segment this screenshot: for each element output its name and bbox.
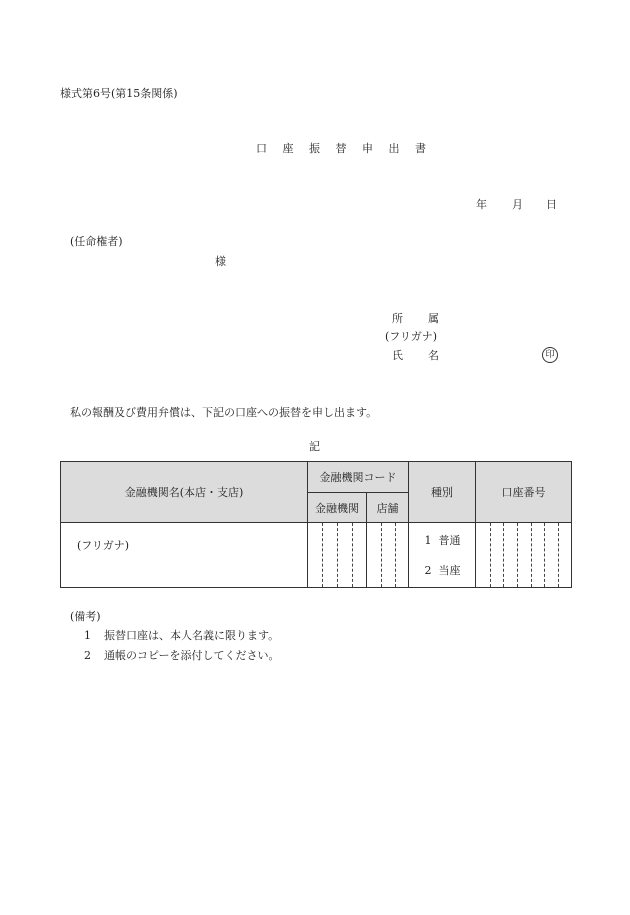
name-label-part2: 名 xyxy=(428,349,439,362)
affiliation-label-part2: 属 xyxy=(428,312,439,325)
account-type-cell[interactable] xyxy=(409,523,476,588)
bank-account-table xyxy=(60,461,572,588)
digit-divider xyxy=(337,523,338,587)
digit-divider xyxy=(558,523,559,587)
honorific-sama: 様 xyxy=(215,255,226,268)
name-label-part1: 氏 xyxy=(392,349,403,362)
digit-divider xyxy=(381,523,382,587)
account-type-checking[interactable]: 2 当座 xyxy=(424,564,461,577)
account-type-header: 種別 xyxy=(409,462,476,523)
note-item: 2 通帳のコピーを添付してください。 xyxy=(84,649,280,662)
digit-divider xyxy=(544,523,545,587)
digit-divider xyxy=(352,523,353,587)
bank-code-header: 金融機関コード xyxy=(308,462,409,493)
furigana-label: (フリガナ) xyxy=(385,330,438,343)
digit-divider xyxy=(322,523,323,587)
digit-divider xyxy=(503,523,504,587)
bank-name-header: 金融機関名(本店・支店) xyxy=(61,462,308,523)
account-type-ordinary[interactable]: 1 普通 xyxy=(424,534,461,547)
appointer-label: (任命権者) xyxy=(70,235,123,248)
date-day-label: 日 xyxy=(546,198,557,211)
document-title: 口 座 振 替 申 出 書 xyxy=(256,142,432,155)
date-year-label: 年 xyxy=(476,198,487,211)
table-row xyxy=(61,523,572,588)
bank-furigana-label: (フリガナ) xyxy=(77,539,130,552)
bank-code-subheader: 金融機関 xyxy=(308,493,367,523)
date-month-label: 月 xyxy=(512,198,523,211)
affiliation-label-part1: 所 xyxy=(392,312,403,325)
request-statement: 私の報酬及び費用弁償は、下記の口座への振替を申し出ます。 xyxy=(70,406,378,419)
ki-notation: 記 xyxy=(309,440,320,453)
digit-divider xyxy=(531,523,532,587)
digit-divider xyxy=(395,523,396,587)
form-number: 様式第6号(第15条関係) xyxy=(60,87,178,100)
branch-code-subheader: 店舗 xyxy=(367,493,409,523)
bank-code-input-cell[interactable] xyxy=(308,523,367,588)
notes-title: (備考) xyxy=(70,610,101,623)
bank-name-input-cell[interactable] xyxy=(61,523,308,588)
account-number-header: 口座番号 xyxy=(476,462,572,523)
note-item: 1 振替口座は、本人名義に限ります。 xyxy=(84,629,280,642)
seal-icon: 印 xyxy=(542,347,558,363)
branch-code-input-cell[interactable] xyxy=(367,523,409,588)
digit-divider xyxy=(517,523,518,587)
account-number-input-cell[interactable] xyxy=(476,523,572,588)
digit-divider xyxy=(490,523,491,587)
